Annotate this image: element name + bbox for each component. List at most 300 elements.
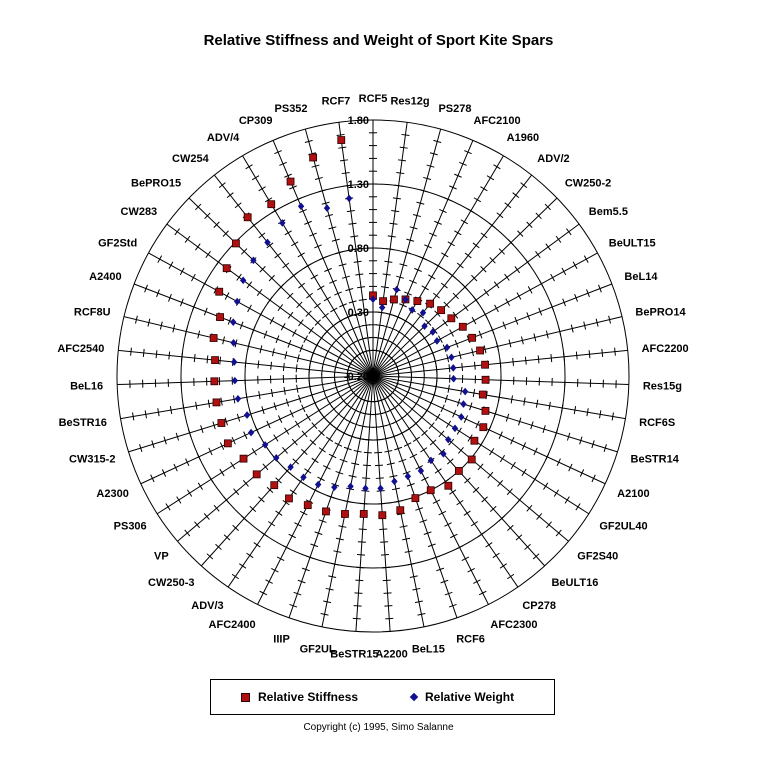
spoke-tick: [227, 193, 233, 198]
spoke-tick: [449, 490, 456, 495]
spoke-tick: [414, 400, 418, 407]
spoke-tick: [506, 299, 510, 306]
spoke-tick: [183, 404, 184, 412]
spoke-tick: [306, 293, 312, 298]
category-label: GF2Std: [98, 237, 138, 250]
stiffness-point: [338, 137, 345, 144]
stiffness-point: [240, 455, 247, 462]
spoke-tick: [198, 483, 202, 490]
spoke-tick: [374, 452, 382, 453]
stiffness-point: [482, 376, 489, 383]
weight-point: [235, 395, 241, 403]
weight-point: [448, 354, 454, 362]
spoke-tick: [309, 327, 314, 333]
spoke-tick: [270, 317, 274, 324]
category-label: Bem5.5: [588, 206, 628, 219]
stiffness-point: [414, 298, 421, 305]
spoke-tick: [257, 289, 262, 295]
series-stiffness: [210, 137, 489, 519]
spoke-tick: [203, 280, 207, 287]
category-label: BePRO15: [131, 177, 182, 190]
stiffness-point: [468, 456, 475, 463]
weight-point: [391, 478, 397, 486]
spoke-tick: [364, 337, 372, 338]
spoke-tick: [295, 421, 299, 428]
spoke-tick: [421, 477, 428, 481]
weight-point: [450, 375, 456, 383]
category-label: A1960: [506, 131, 540, 144]
spoke-tick: [328, 400, 332, 407]
spoke-tick: [564, 353, 565, 361]
chart-title: Relative Stiffness and Weight of Sport Kite Spars: [203, 32, 554, 49]
stiffness-point: [455, 467, 462, 474]
spoke-tick: [401, 134, 409, 135]
spoke-tick: [195, 244, 200, 250]
spoke-tick: [187, 490, 191, 497]
radial-tick-label: 0.80: [347, 243, 369, 255]
spoke-tick: [169, 352, 170, 360]
category-label: AFC2200: [641, 343, 689, 356]
spoke-tick: [338, 333, 344, 338]
spoke-tick: [423, 381, 424, 389]
spoke-tick: [468, 568, 475, 572]
spoke-tick: [612, 413, 613, 421]
spoke-tick: [551, 354, 552, 362]
spoke-tick: [247, 282, 252, 288]
spoke-tick: [362, 478, 370, 479]
spoke-tick: [169, 262, 173, 269]
spoke-tick: [363, 465, 371, 466]
spoke-tick: [337, 134, 345, 135]
spoke-tick: [232, 574, 239, 579]
spoke-tick: [448, 242, 455, 246]
spoke-tick: [543, 483, 547, 490]
spoke-tick: [294, 523, 301, 527]
spoke-tick: [354, 593, 362, 594]
spoke-tick: [312, 458, 319, 463]
legend-label-stiffness: Relative Stiffness: [258, 690, 359, 704]
spoke-tick: [346, 420, 353, 424]
spoke-tick: [272, 209, 279, 213]
spoke-tick: [324, 297, 331, 301]
category-label: CW315-2: [69, 453, 116, 466]
radial-tick-label: -0.20: [343, 371, 369, 383]
spoke-tick: [194, 354, 195, 362]
spoke-tick: [145, 410, 146, 418]
category-label: VP: [154, 550, 169, 563]
category-label: BeSTR16: [58, 417, 107, 430]
stiffness-point: [480, 424, 487, 431]
category-label: Res12g: [390, 95, 430, 108]
spoke-tick: [354, 261, 362, 262]
spoke-tick: [528, 286, 532, 293]
spoke-tick: [220, 357, 221, 365]
category-label: A2400: [89, 271, 122, 284]
spoke-tick: [158, 408, 159, 416]
stiffness-point: [253, 471, 260, 478]
spoke-tick: [378, 503, 386, 504]
spoke-tick: [513, 358, 514, 366]
spoke-tick: [252, 448, 256, 455]
weight-point: [331, 483, 337, 491]
stiffness-point: [268, 201, 275, 208]
spoke-tick: [309, 383, 310, 391]
spoke-tick: [235, 203, 241, 208]
spoke-tick: [439, 511, 446, 515]
spoke-tick: [533, 476, 537, 483]
spoke-tick: [259, 187, 266, 191]
spoke-tick: [366, 427, 374, 428]
weight-point: [324, 204, 330, 212]
spoke-tick: [274, 435, 278, 442]
spoke-tick: [406, 427, 413, 432]
spoke-tick: [505, 274, 510, 280]
stiffness-point: [217, 314, 224, 321]
spoke-tick: [386, 249, 394, 250]
spoke-tick: [283, 263, 289, 268]
spoke-tick: [358, 542, 366, 543]
spoke-tick: [589, 350, 590, 358]
spoke-tick: [271, 362, 272, 370]
spoke-tick: [304, 264, 311, 268]
spoke-tick: [357, 287, 365, 288]
spoke-tick: [180, 268, 184, 275]
spoke-tick: [206, 251, 211, 257]
spoke-tick: [329, 342, 334, 348]
spoke-tick: [480, 187, 487, 191]
spoke-tick: [326, 437, 333, 442]
spoke-tick: [399, 416, 406, 421]
spoke-tick: [312, 488, 319, 492]
spoke-tick: [457, 500, 464, 505]
spoke-tick: [448, 385, 449, 393]
category-label: RCF8U: [73, 306, 111, 319]
spoke-tick: [465, 253, 471, 258]
spoke-tick: [221, 398, 222, 406]
spoke-tick: [456, 546, 463, 550]
stiffness-point: [397, 507, 404, 514]
weight-point: [452, 425, 458, 433]
spoke-tick: [379, 529, 387, 530]
weight-point: [298, 203, 304, 211]
spoke-tick: [342, 172, 350, 173]
spoke-tick: [525, 357, 526, 365]
stiffness-point: [459, 323, 466, 330]
category-label: A2100: [617, 488, 650, 501]
spoke-tick: [380, 542, 388, 543]
spoke-tick: [372, 427, 380, 428]
spoke-tick: [260, 591, 267, 595]
spoke-tick: [449, 364, 450, 372]
spoke-tick: [457, 263, 463, 268]
spoke-tick: [416, 348, 420, 355]
diamond-marker-icon: [410, 693, 418, 701]
spoke-tick: [261, 532, 268, 537]
spoke-tick: [208, 400, 209, 408]
weight-point: [231, 358, 237, 366]
spoke-tick: [517, 293, 521, 300]
spoke-tick: [330, 308, 337, 312]
spoke-tick: [329, 454, 336, 458]
spoke-tick: [378, 312, 386, 313]
spoke-tick: [247, 553, 254, 558]
spoke-tick: [207, 355, 208, 363]
spoke-tick: [359, 299, 367, 300]
category-label: ADV/3: [191, 600, 224, 613]
spoke-tick: [298, 253, 305, 257]
spoke-tick: [259, 233, 265, 238]
spoke-tick: [233, 395, 234, 403]
spoke-tick: [177, 497, 181, 504]
spoke-tick: [306, 414, 310, 421]
spoke-tick: [355, 274, 363, 275]
spoke-tick: [427, 342, 431, 349]
stiffness-point: [341, 510, 348, 517]
spoke-tick: [474, 198, 481, 202]
spoke-tick: [291, 273, 297, 278]
weight-point: [240, 277, 246, 285]
spoke-tick: [246, 393, 247, 401]
spoke-tick: [546, 244, 551, 250]
category-label: BePRO14: [635, 306, 686, 319]
spoke-tick: [424, 367, 425, 375]
spoke-tick: [248, 305, 252, 312]
legend-item-weight: [411, 690, 514, 704]
spoke-tick: [474, 362, 475, 370]
category-label: BeSTR15: [330, 648, 379, 661]
spoke-tick: [196, 402, 197, 410]
weight-point: [409, 306, 415, 314]
weight-point: [315, 481, 321, 489]
copyright-text: Copyright (c) 1995, Simo Salanne: [303, 722, 454, 733]
stiffness-point: [445, 482, 452, 489]
spoke-tick: [536, 400, 537, 408]
spoke-tick: [166, 503, 170, 510]
spoke-tick: [170, 406, 171, 414]
stiffness-point: [310, 154, 317, 161]
spoke-tick: [231, 462, 235, 469]
weight-point: [346, 195, 352, 203]
weight-point: [462, 388, 468, 396]
category-label: BeSTR14: [630, 453, 679, 466]
spoke-tick: [449, 273, 455, 278]
spoke-tick: [305, 469, 312, 474]
weight-point: [230, 318, 236, 326]
spoke-tick: [524, 398, 525, 406]
spoke-tick: [323, 466, 330, 470]
spoke-tick: [521, 183, 527, 188]
spoke-tick: [396, 330, 403, 334]
weight-point: [405, 473, 411, 481]
category-label: CW283: [120, 206, 158, 219]
spoke-tick: [435, 469, 442, 474]
stiffness-point: [210, 335, 217, 342]
spoke-tick: [275, 253, 281, 258]
spoke-tick: [281, 323, 285, 330]
spoke-tick: [366, 350, 374, 351]
spoke-tick: [584, 256, 588, 263]
spoke-tick: [461, 387, 462, 395]
spoke-tick: [143, 349, 144, 357]
spoke-tick: [219, 183, 225, 188]
spoke-tick: [239, 564, 246, 569]
spoke-tick: [365, 440, 373, 441]
spoke-tick: [511, 462, 515, 469]
spoke-tick: [133, 413, 134, 421]
spoke-tick: [422, 286, 429, 290]
spoke-tick: [433, 500, 440, 504]
category-label: PS306: [113, 520, 147, 533]
stiffness-point: [390, 296, 397, 303]
spoke-tick: [473, 243, 479, 248]
category-label: BeULT15: [608, 237, 656, 250]
category-label: CW254: [172, 152, 209, 165]
spoke-tick: [513, 193, 519, 198]
spoke-tick: [319, 448, 326, 453]
stiffness-point: [438, 307, 445, 314]
spoke-tick: [385, 618, 393, 619]
spoke-tick: [300, 511, 307, 515]
spoke-tick: [484, 289, 489, 295]
legend-label-weight: Relative Weight: [425, 690, 515, 704]
spoke-tick: [359, 529, 367, 530]
category-label: BeULT16: [551, 577, 599, 590]
stiffness-point: [482, 361, 489, 368]
spoke-tick: [479, 442, 483, 449]
spoke-tick: [486, 543, 493, 548]
spoke-tick: [473, 389, 474, 397]
spoke-tick: [473, 580, 480, 584]
spoke-tick: [413, 437, 420, 442]
spoke-tick: [384, 593, 392, 594]
spoke-tick: [283, 363, 284, 371]
spoke-tick: [443, 320, 448, 326]
category-label: BeL16: [70, 380, 104, 393]
spoke-tick: [511, 395, 512, 403]
category-label: PS278: [438, 102, 472, 115]
stiffness-point: [216, 288, 223, 295]
spoke-tick: [481, 233, 487, 238]
spoke-tick: [356, 567, 364, 568]
spoke-tick: [441, 253, 448, 257]
spoke-tick: [556, 236, 561, 242]
spoke-tick: [289, 534, 296, 538]
spoke-tick: [549, 402, 550, 410]
spoke-tick: [602, 349, 603, 357]
spoke-tick: [467, 209, 474, 213]
spoke-tick: [462, 557, 469, 561]
category-label: AFC2300: [490, 619, 538, 632]
spoke-tick: [395, 185, 403, 186]
spoke-tick: [500, 564, 507, 569]
category-label: GF2S40: [577, 550, 619, 563]
category-label: A2200: [375, 648, 408, 661]
stiffness-point: [427, 487, 434, 494]
spoke-tick: [600, 410, 601, 418]
stiffness-point: [360, 510, 367, 517]
spoke-tick: [393, 198, 401, 199]
spoke-tick: [268, 297, 273, 303]
spoke-tick: [495, 305, 499, 312]
spoke-tick: [539, 280, 543, 287]
spoke-tick: [364, 452, 372, 453]
stiffness-point: [412, 495, 419, 502]
spoke-tick: [333, 427, 340, 432]
spoke-tick: [271, 389, 272, 397]
spoke-tick: [422, 335, 427, 341]
category-label: PS352: [274, 102, 308, 115]
spoke-tick: [450, 329, 454, 336]
spoke-tick: [381, 287, 389, 288]
spoke-tick: [283, 546, 290, 550]
category-label: Res15g: [642, 380, 682, 393]
spoke-tick: [383, 580, 391, 581]
spoke-tick: [290, 490, 297, 495]
spoke-tick: [500, 359, 501, 367]
spoke-tick: [278, 304, 283, 310]
spoke-tick: [398, 160, 406, 161]
spoke-tick: [393, 420, 400, 424]
spoke-tick: [298, 320, 303, 326]
stiffness-point: [479, 391, 486, 398]
spoke-tick: [254, 543, 261, 548]
spoke-tick: [507, 574, 514, 579]
spoke-tick: [536, 251, 541, 257]
spoke-tick: [525, 259, 530, 265]
category-label: GF2UL: [299, 643, 336, 656]
category-label: CW250-3: [148, 577, 195, 590]
spoke-tick: [335, 443, 342, 447]
spoke-tick: [298, 283, 304, 288]
stiffness-point: [427, 300, 434, 307]
spoke-tick: [338, 147, 346, 148]
stiffness-point: [448, 315, 455, 322]
spoke-tick: [396, 172, 404, 173]
weight-point: [460, 400, 466, 408]
spoke-tick: [297, 385, 298, 393]
stiffness-point: [211, 378, 218, 385]
stiffness-point: [379, 512, 386, 519]
spoke-tick: [454, 231, 461, 235]
spoke-tick: [182, 353, 183, 361]
spoke-tick: [376, 478, 384, 479]
spoke-tick: [425, 407, 429, 414]
category-label: CW250-2: [564, 177, 612, 190]
spoke-tick: [464, 511, 471, 516]
spoke-tick: [341, 431, 348, 435]
spoke-tick: [350, 236, 358, 237]
spoke-tick: [245, 359, 246, 367]
spoke-tick: [483, 311, 487, 318]
category-label: AFC2100: [473, 115, 521, 128]
spoke-tick: [340, 160, 348, 161]
spoke-tick: [412, 342, 417, 348]
spoke-tick: [499, 393, 500, 401]
stiffness-point: [223, 265, 230, 272]
spoke-tick: [562, 404, 563, 412]
spoke-tick: [284, 387, 285, 395]
radar-grid: [117, 120, 629, 632]
stiffness-point: [322, 508, 329, 515]
spoke-tick: [382, 567, 390, 568]
spoke-tick: [216, 259, 221, 265]
spoke-tick: [375, 465, 383, 466]
spoke-tick: [493, 553, 500, 558]
spoke-tick: [268, 521, 275, 526]
spoke-tick: [576, 503, 580, 510]
spoke-tick: [330, 323, 336, 328]
square-marker-icon: [241, 693, 250, 702]
